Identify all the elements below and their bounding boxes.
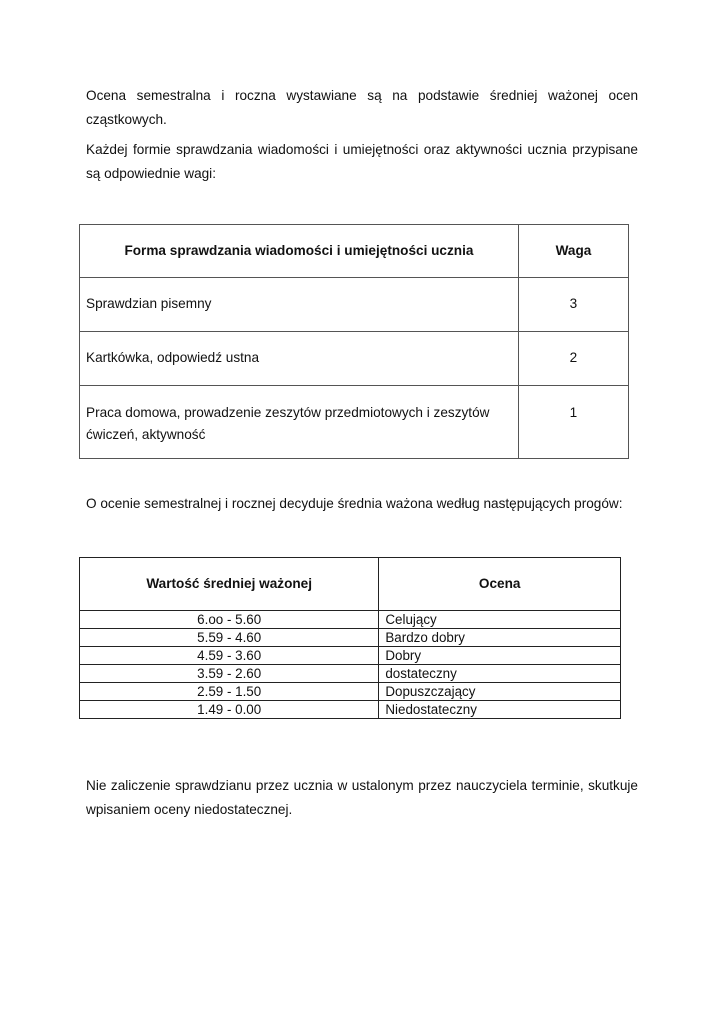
grades-header-grade: Ocena xyxy=(379,558,621,611)
table-row xyxy=(80,611,621,629)
grade-range-cell: 5.59 - 4.60 xyxy=(80,629,379,647)
weights-value-cell: 2 xyxy=(518,332,628,386)
table-row xyxy=(80,665,621,683)
grade-name-cell: Dopuszczający xyxy=(379,683,621,701)
table-row xyxy=(80,629,621,647)
weights-form-cell: Praca domowa, prowadzenie zeszytów przedmiotowych i zeszytów ćwiczeń, aktywność xyxy=(80,386,519,459)
grade-range-cell: 3.59 - 2.60 xyxy=(80,665,379,683)
table-row xyxy=(80,701,621,719)
grade-range-cell: 1.49 - 0.00 xyxy=(80,701,379,719)
weights-form-cell: Kartkówka, odpowiedź ustna xyxy=(80,332,519,386)
intro-section xyxy=(86,84,638,186)
weights-table xyxy=(79,224,629,459)
table-row xyxy=(80,278,629,332)
weights-table-header xyxy=(80,225,629,278)
weights-form-cell: Sprawdzian pisemny xyxy=(80,278,519,332)
grade-name-cell: Celujący xyxy=(379,611,621,629)
weights-header-form: Forma sprawdzania wiadomości i umiejętności ucznia xyxy=(80,225,519,278)
weights-value-cell: 3 xyxy=(518,278,628,332)
grades-header-average: Wartość średniej ważonej xyxy=(80,558,379,611)
grades-table-header xyxy=(80,558,621,611)
grade-name-cell: Bardzo dobry xyxy=(379,629,621,647)
table-row xyxy=(80,332,629,386)
closing-section xyxy=(86,774,638,822)
weights-header-weight: Waga xyxy=(518,225,628,278)
weights-value-cell: 1 xyxy=(518,386,628,459)
intro-paragraph-2: Każdej formie sprawdzania wiadomości i umiejętności oraz aktywności ucznia przypisane są odpowiednie wagi: xyxy=(86,142,638,181)
grades-table xyxy=(79,557,621,719)
table-row xyxy=(80,647,621,665)
closing-paragraph: Nie zaliczenie sprawdzianu przez ucznia w ustalonym przez nauczyciela terminie, skutkuje wpisaniem oceny niedostatecznej. xyxy=(86,778,638,817)
table-row xyxy=(80,386,629,459)
grade-range-cell: 2.59 - 1.50 xyxy=(80,683,379,701)
intro-paragraph-1: Ocena semestralna i roczna wystawiane są na podstawie średniej ważonej ocen cząstkowych. xyxy=(86,88,638,127)
thresholds-intro: O ocenie semestralnej i rocznej decyduje średnia ważona według następujących progów: xyxy=(86,496,623,511)
grade-name-cell: Dobry xyxy=(379,647,621,665)
table-row xyxy=(80,683,621,701)
grade-name-cell: dostateczny xyxy=(379,665,621,683)
grade-name-cell: Niedostateczny xyxy=(379,701,621,719)
grade-range-cell: 6.oo - 5.60 xyxy=(80,611,379,629)
grade-range-cell: 4.59 - 3.60 xyxy=(80,647,379,665)
